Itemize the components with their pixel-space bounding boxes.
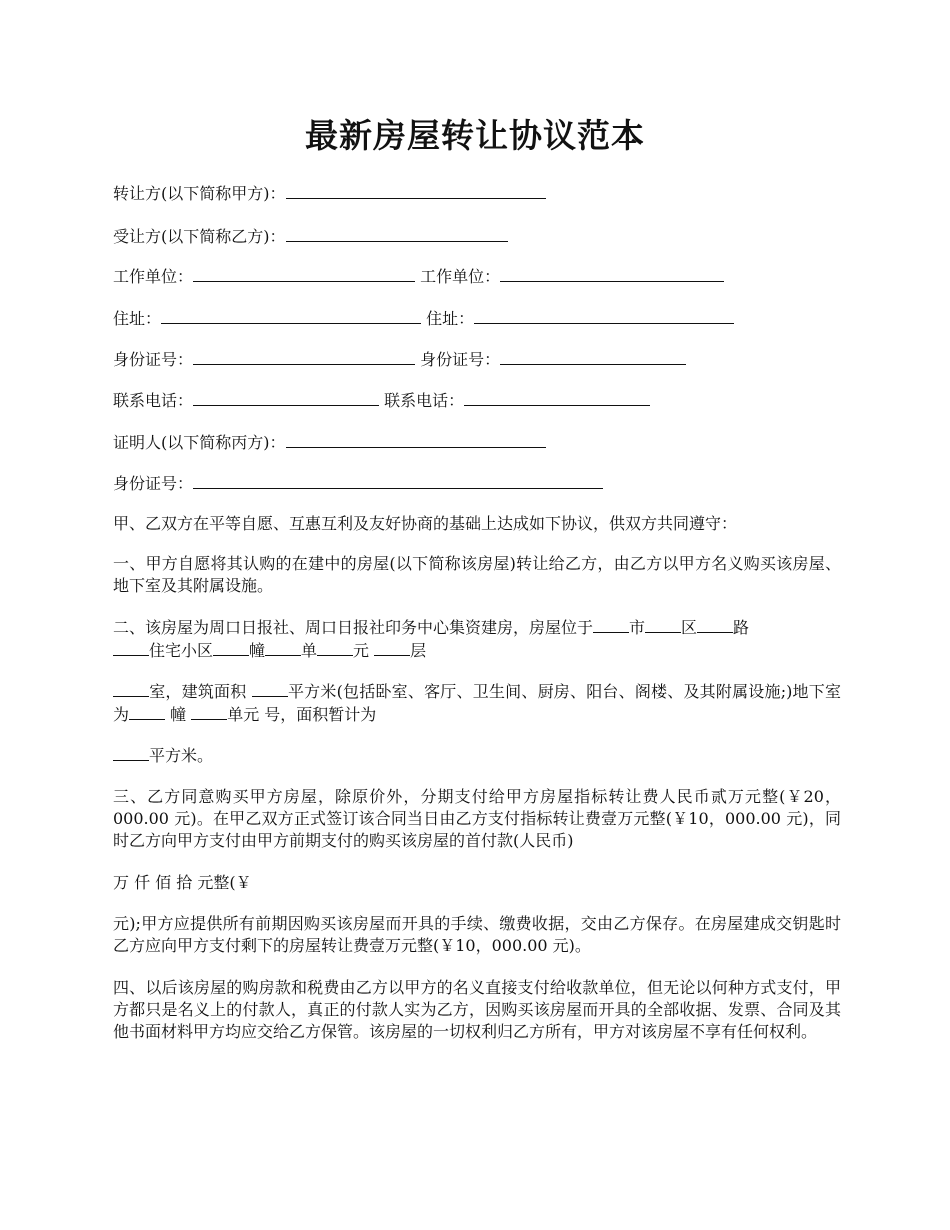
address-label-b: 住址：: [426, 309, 475, 328]
transferor-blank[interactable]: [286, 182, 546, 199]
id-blank-a[interactable]: [193, 348, 415, 365]
witness-id-line: [113, 472, 603, 495]
id-label-a: 身份证号：: [113, 350, 194, 369]
building-label: 幢: [249, 641, 266, 660]
room-text: 室，建筑面积: [149, 682, 247, 701]
district-label: 区: [681, 618, 698, 637]
area-text: 平方米(包括卧室、客厅、卫生间、厨房、阳台、阁楼、及其附属设施;)地下室为: [113, 682, 841, 724]
district-blank[interactable]: [645, 616, 681, 633]
basement-unit-blank[interactable]: [191, 703, 227, 720]
clause-4: 四、以后该房屋的购房款和税费由乙方以甲方的名义直接支付给收款单位，但无论以何种方式支付，甲方都只是名义上的付款人，真正的付款人实为乙方，因购买该房屋而开具的全部收据、发票、合同及其他书面材料甲方均应交给乙方保管。该房屋的一切权利归乙方所有，甲方对该房屋不享有任何权利。: [113, 978, 841, 1041]
city-label: 市: [629, 618, 646, 637]
witness-id-label: 身份证号：: [113, 474, 194, 493]
witness-id-blank[interactable]: [193, 472, 603, 489]
amount-line: 万 仟 佰 拾 元整(￥: [113, 873, 252, 892]
yuan-label: 元: [353, 641, 370, 660]
clause-3: 三、乙方同意购买甲方房屋，除原价外，分期支付给甲方房屋指标转让费人民币贰万元整(￥20，000.00 元)。在甲乙双方正式签订该合同当日由乙方支付指标转让费壹万元整(￥10，000.00 元)，同时乙方向甲方支付由甲方前期支付的购买该房屋的首付款(人民币): [113, 787, 841, 850]
address-label-a: 住址：: [113, 309, 162, 328]
id-line: [113, 348, 686, 371]
clause-1: 一、甲方自愿将其认购的在建中的房屋(以下简称该房屋)转让给乙方，由乙方以甲方名义购买该房屋、地下室及其附属设施。: [113, 554, 841, 595]
floor-label: 层: [410, 641, 427, 660]
work-unit-blank-a[interactable]: [193, 265, 415, 282]
witness-blank[interactable]: [286, 431, 546, 448]
road-label: 路: [733, 618, 750, 637]
address-line: [113, 307, 734, 330]
road-blank[interactable]: [697, 616, 733, 633]
city-blank[interactable]: [593, 616, 629, 633]
yuan-blank[interactable]: [317, 639, 353, 656]
work-unit-label-b: 工作单位：: [420, 267, 501, 286]
floor-blank[interactable]: [374, 639, 410, 656]
clause-2-text: 二、该房屋为周口日报社、周口日报社印务中心集资建房，房屋位于: [113, 618, 594, 637]
sqm-text: 平方米。: [149, 746, 214, 765]
community-label: 住宅小区: [149, 641, 214, 660]
witness-line: [113, 431, 546, 454]
work-unit-blank-b[interactable]: [500, 265, 724, 282]
transferor-line: [113, 182, 546, 205]
clause-2: [113, 616, 841, 662]
clause-2-continued: [113, 680, 841, 726]
basement-unit-text: 单元 号，面积暂计为: [227, 705, 377, 724]
basement-blank[interactable]: [129, 703, 165, 720]
witness-label: 证明人(以下简称丙方)：: [113, 433, 286, 452]
basement-bld-text: 幢: [170, 705, 187, 724]
transferee-label: 受让方(以下简称乙方)：: [113, 227, 286, 246]
transferee-blank[interactable]: [286, 225, 508, 242]
room-blank[interactable]: [113, 680, 149, 697]
id-label-b: 身份证号：: [420, 350, 501, 369]
phone-blank-a[interactable]: [193, 389, 379, 406]
transferee-line: [113, 225, 508, 248]
address-blank-a[interactable]: [161, 307, 421, 324]
area-blank[interactable]: [252, 680, 288, 697]
phone-label-a: 联系电话：: [113, 391, 194, 410]
sqm-blank[interactable]: [113, 744, 149, 761]
unit-label: 单: [301, 641, 318, 660]
clause-3-continued: 元);甲方应提供所有前期因购买该房屋而开具的手续、缴费收据，交由乙方保存。在房屋建成交钥匙时乙方应向甲方支付剩下的房屋转让费壹万元整(￥10，000.00 元)。: [113, 914, 841, 955]
id-blank-b[interactable]: [500, 348, 686, 365]
transferor-label: 转让方(以下简称甲方)：: [113, 184, 286, 203]
address-blank-b[interactable]: [474, 307, 734, 324]
phone-line: [113, 389, 650, 412]
building-blank[interactable]: [213, 639, 249, 656]
sqm-line: [113, 744, 213, 767]
community-blank[interactable]: [113, 639, 149, 656]
document-title: 最新房屋转让协议范本: [305, 116, 645, 155]
work-unit-label-a: 工作单位：: [113, 267, 194, 286]
work-unit-line: [113, 265, 724, 288]
phone-label-b: 联系电话：: [384, 391, 465, 410]
phone-blank-b[interactable]: [464, 389, 650, 406]
unit-blank[interactable]: [265, 639, 301, 656]
intro-paragraph: 甲、乙双方在平等自愿、互惠互利及友好协商的基础上达成如下协议，供双方共同遵守：: [113, 514, 738, 533]
